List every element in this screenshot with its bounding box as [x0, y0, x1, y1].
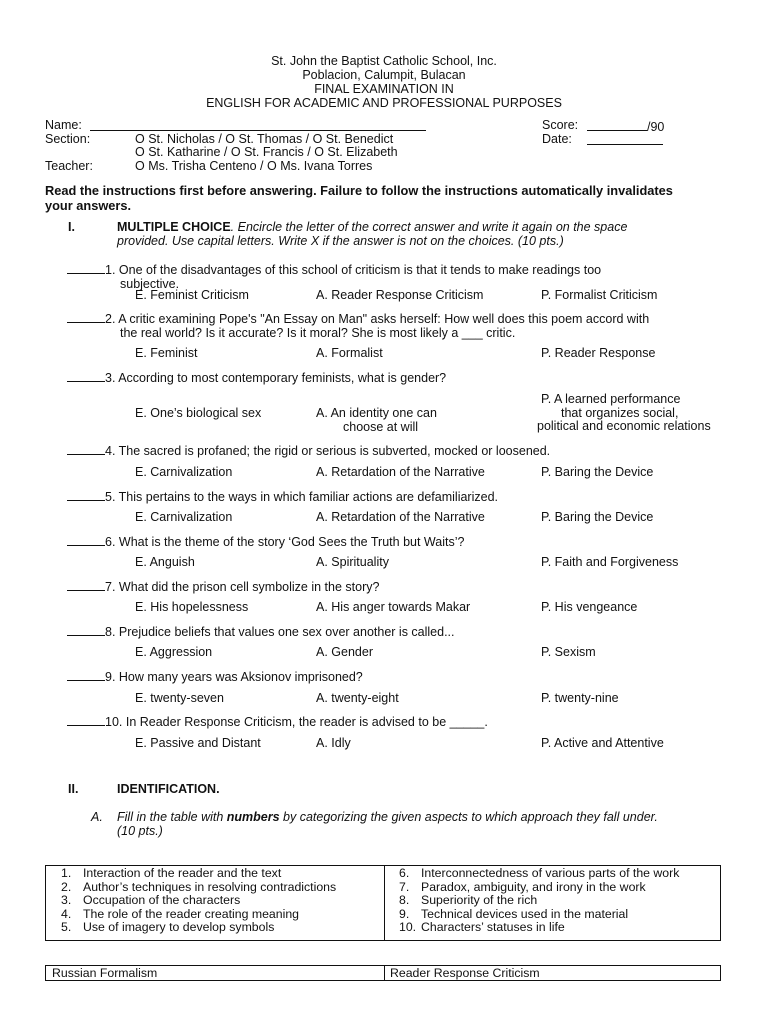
part-1-directions-2: provided. Use capital letters. Write X if the answer is not on the choices. (10 pts.) [117, 234, 564, 248]
answer-blank[interactable] [67, 579, 105, 591]
aspect-text: Interaction of the reader and the text [83, 866, 282, 880]
aspect-number: 9. [399, 906, 410, 921]
choice-p[interactable] [537, 392, 711, 434]
header-russian-formalism: Russian Formalism [52, 966, 158, 980]
aspect-item [399, 881, 679, 895]
choice-p[interactable]: P. Faith and Forgiveness [541, 555, 679, 569]
question-3 [67, 370, 737, 385]
choice-p[interactable]: P. His vengeance [541, 600, 638, 614]
question-stem: 1. One of the disadvantages of this school of criticism is that it tends to make readings too [105, 263, 602, 277]
aspect-item [399, 921, 679, 935]
aspect-text: Occupation of the characters [83, 893, 241, 908]
question-stem: 3. According to most contemporary feminists, what is gender? [105, 371, 447, 385]
answer-blank[interactable] [67, 443, 105, 455]
part-1-directions-1: Encircle the letter of the correct answer and write it again on the space [237, 220, 628, 234]
question-stem: 6. What is the theme of the story ‘God Sees the Truth but Waits’? [105, 535, 465, 549]
choice-a[interactable] [316, 407, 437, 434]
aspect-text: The role of the reader creating meaning [83, 906, 300, 921]
question-stem: 9. How many years was Aksionov imprisoned? [105, 670, 363, 684]
aspect-text: Technical devices used in the material [421, 906, 629, 921]
aspect-number: 6. [399, 866, 410, 880]
school-address: Poblacion, Calumpit, Bulacan [302, 68, 466, 82]
aspect-number: 10. [399, 920, 417, 935]
exam-page: St. John the Baptist Catholic School, Inc. Poblacion, Calumpit, Bulacan FINAL EXAMINATION IN ENGLISH FOR ACADEMIC AND PROFESSIONAL PURPOSES Name: Score: /90 Section: O St. Nicholas / O St. Thomas / O St. Benedict Date: O St. Katharine / O St. Francis / O St. Elizabeth Teacher: O Ms. Trisha Centeno / O Ms. Ivana Torres Read the instructions first before answering. Failure to follow the instructions automatically invalidates your answers. I. MULTIPLE CHOICE. Encircle the letter of the correct answer and write it again on the space provided. Use capital letters. Write X if the answer is not on the choices. (10 pts.) 1. One of the disadvantages of this school of criticism is that it tends to make readings too subjective. E. Feminist Criticism A. Reader Response Criticism P. Formalist Criticism 2. A critic examining Pope's "An Essay on Man" asks herself: How well does this poem accord with the real world? Is it accurate? Is it moral? She is most likely a ___ critic. E. Feminist A. Formalist P. Reader Response 3. According to most contemporary feminists, what is gender? E. One’s biological sex A. An identity one can choose at will P. A learned performance that organizes social, political and economic relations 4. The sacred is profaned; the rigid or serious is subverted, mocked or loosened. E. Carnivalization A. Retardation of the Narrative P. Baring the Device 5. This pertains to the ways in which familiar actions are defamiliarized. E. Carnivalization A. Retardation of the Narrative P. Baring the Device 6. What is the theme of the story ‘God Sees the Truth but Waits’? E. Anguish A. Spirituality P. Faith and Forgiveness 7. What did the prison cell symbolize in the story? E. His hopelessness A. His anger towards Makar P. His vengeance 8. Prejudice beliefs that values one sex over another is called... E. Aggression A. Gender P. Sexism 9. How many years was Aksionov imprisoned? E. twenty-seven A. twenty-eight P. twenty-nine 10. In Reader Response Criticism, the reader is advised to be _____. E. Passive and Distant A. Idly P. Active and Attentive II. IDENTIFICATION. A. Fill in the table with numbers by categorizing the given aspects to which approach they fall under. (10 pts.) 1. Interaction of the reader and the text 2. Author’s techniques in resolving contradictions 3. Occupation of the characters 4. The role of the reader creating meaning 5. Use of imagery to develop symbols 6. Interconnectedness of various parts of the work 7. Paradox, ambiguity, and irony in the work 8. Superiority of the rich 9. Technical devices used in the material 10. Characters’ statuses in life Russian Formalism Reader Response Criticism [0, 0, 768, 1024]
choice-e[interactable]: E. Feminist [135, 346, 198, 360]
choice-p[interactable]: P. Formalist Criticism [541, 288, 658, 302]
answer-blank[interactable] [67, 534, 105, 546]
choice-a[interactable]: A. His anger towards Makar [316, 600, 471, 614]
choice-a[interactable]: A. Gender [316, 645, 373, 659]
answer-blank[interactable] [67, 489, 105, 501]
choice-p[interactable]: P. Sexism [541, 645, 596, 659]
aspect-item [399, 894, 679, 908]
instructions-line-2: your answers. [45, 198, 132, 213]
choice-p[interactable]: P. Active and Attentive [541, 736, 664, 750]
aspect-text: Interconnectedness of various parts of the work [421, 866, 680, 880]
aspect-number: 1. [61, 866, 72, 880]
answer-table [45, 965, 721, 981]
question-10 [67, 714, 737, 729]
header-reader-response: Reader Response Criticism [390, 966, 540, 980]
section-label: Section: [45, 131, 91, 146]
answer-blank[interactable] [67, 624, 105, 636]
choice-e[interactable]: E. One’s biological sex [135, 406, 262, 420]
answer-blank[interactable] [67, 311, 105, 323]
student-info [45, 119, 725, 173]
choice-a[interactable]: A. Formalist [316, 346, 383, 360]
section-options-2[interactable]: O St. Katharine / O St. Francis / O St. Elizabeth [135, 145, 398, 159]
general-instructions [45, 183, 735, 213]
aspects-table [45, 865, 721, 941]
aspect-number: 7. [399, 879, 410, 894]
choice-p-line-1: P. A learned performance [541, 392, 681, 406]
choice-p[interactable]: P. Baring the Device [541, 510, 654, 524]
question-7 [67, 579, 737, 594]
question-stem: 7. What did the prison cell symbolize in the story? [105, 580, 380, 594]
aspect-text: Characters’ statuses in life [421, 920, 565, 935]
choice-a-line-1: A. An identity one can [316, 406, 437, 420]
choice-e[interactable]: E. Carnivalization [135, 510, 233, 524]
question-stem: 5. This pertains to the ways in which familiar actions are defamiliarized. [105, 490, 498, 504]
choice-a-line-2: choose at will [343, 419, 419, 434]
aspect-item [61, 867, 336, 881]
choice-e[interactable]: E. twenty-seven [135, 691, 224, 705]
choice-p-line-3: political and economic relations [537, 419, 711, 433]
choice-p-line-2: that organizes social, [561, 405, 679, 420]
aspect-item [61, 894, 336, 908]
school-name: St. John the Baptist Catholic School, Inc. [271, 54, 497, 68]
choice-p[interactable]: P. Reader Response [541, 346, 656, 360]
teacher-options[interactable]: O Ms. Trisha Centeno / O Ms. Ivana Torres [135, 158, 373, 173]
question-stem-cont: the real world? Is it accurate? Is it moral? She is most likely a ___ critic. [120, 326, 516, 340]
choice-a[interactable]: A. Spirituality [316, 555, 389, 569]
aspect-text: Paradox, ambiguity, and irony in the work [421, 879, 646, 894]
aspect-item [399, 908, 679, 922]
question-8 [67, 624, 737, 639]
question-4 [67, 443, 737, 458]
directions-bold: numbers [226, 810, 280, 824]
table-divider [384, 866, 385, 940]
answer-blank[interactable] [67, 262, 105, 274]
question-stem-cont: subjective. [120, 277, 180, 291]
aspects-left-column [61, 867, 336, 935]
aspect-number: 4. [61, 906, 72, 921]
directions-points: (10 pts.) [117, 824, 163, 838]
question-stem: 4. The sacred is profaned; the rigid or serious is subverted, mocked or loosened. [105, 444, 551, 458]
choice-e[interactable]: E. Carnivalization [135, 465, 233, 479]
choice-a[interactable]: A. Reader Response Criticism [316, 288, 484, 302]
question-stem: 8. Prejudice beliefs that values one sex over another is called... [105, 625, 455, 639]
aspect-item [399, 867, 679, 881]
question-1 [67, 262, 737, 291]
aspect-item [61, 908, 336, 922]
aspect-number: 2. [61, 879, 72, 894]
score-label: Score: [542, 118, 579, 132]
question-stem: 10. In Reader Response Criticism, the reader is advised to be _____. [105, 715, 488, 729]
section-options-1[interactable]: O St. Nicholas / O St. Thomas / O St. Benedict [135, 131, 394, 146]
aspect-item [61, 921, 336, 935]
part-2a-letter: A. [91, 810, 103, 824]
document-header [0, 54, 768, 110]
part-2-number: II. [68, 782, 79, 796]
choice-a[interactable]: A. Retardation of the Narrative [316, 465, 485, 479]
part-1-number: I. [68, 220, 75, 234]
part-2-title: IDENTIFICATION. [117, 782, 220, 796]
choice-e[interactable]: E. His hopelessness [135, 600, 249, 614]
choice-e[interactable]: E. Anguish [135, 555, 195, 569]
choice-e[interactable]: E. Passive and Distant [135, 736, 261, 750]
part-1-title: MULTIPLE CHOICE [117, 220, 231, 234]
choice-e[interactable]: E. Feminist Criticism [135, 288, 249, 302]
question-9 [67, 669, 737, 684]
teacher-label: Teacher: [45, 158, 93, 173]
score-total: /90 [647, 120, 665, 134]
choice-a[interactable]: A. twenty-eight [316, 691, 399, 705]
answer-blank[interactable] [67, 370, 105, 382]
aspect-text: Author’s techniques in resolving contradictions [83, 879, 337, 894]
answer-table-divider [384, 966, 385, 980]
directions-text-a: Fill in the table with [117, 810, 227, 824]
subject-title: ENGLISH FOR ACADEMIC AND PROFESSIONAL PURPOSES [206, 96, 562, 110]
answer-blank[interactable] [67, 669, 105, 681]
aspect-text: Use of imagery to develop symbols [83, 920, 275, 935]
question-6 [67, 534, 737, 549]
name-label: Name: [45, 118, 82, 132]
directions-text-b: by categorizing the given aspects to which approach they fall under. [279, 810, 658, 824]
choice-e[interactable]: E. Aggression [135, 645, 213, 659]
aspect-text: Superiority of the rich [421, 893, 538, 908]
question-stem: 2. A critic examining Pope's "An Essay on Man" asks herself: How well does this poem accord with [105, 312, 650, 326]
choice-p[interactable]: P. Baring the Device [541, 465, 654, 479]
aspect-number: 8. [399, 893, 410, 908]
choice-p[interactable]: P. twenty-nine [541, 691, 619, 705]
question-5 [67, 489, 737, 504]
choice-a[interactable]: A. Idly [316, 736, 351, 750]
aspect-number: 5. [61, 920, 72, 935]
answer-blank[interactable] [67, 714, 105, 726]
instructions-line-1: Read the instructions first before answering. Failure to follow the instructions automatically invalidates [45, 183, 673, 198]
aspects-right-column [399, 867, 679, 935]
aspect-number: 3. [61, 893, 72, 908]
date-label: Date: [542, 131, 572, 146]
question-2 [67, 311, 737, 340]
exam-title: FINAL EXAMINATION IN [314, 82, 454, 96]
choice-a[interactable]: A. Retardation of the Narrative [316, 510, 485, 524]
aspect-item [61, 881, 336, 895]
